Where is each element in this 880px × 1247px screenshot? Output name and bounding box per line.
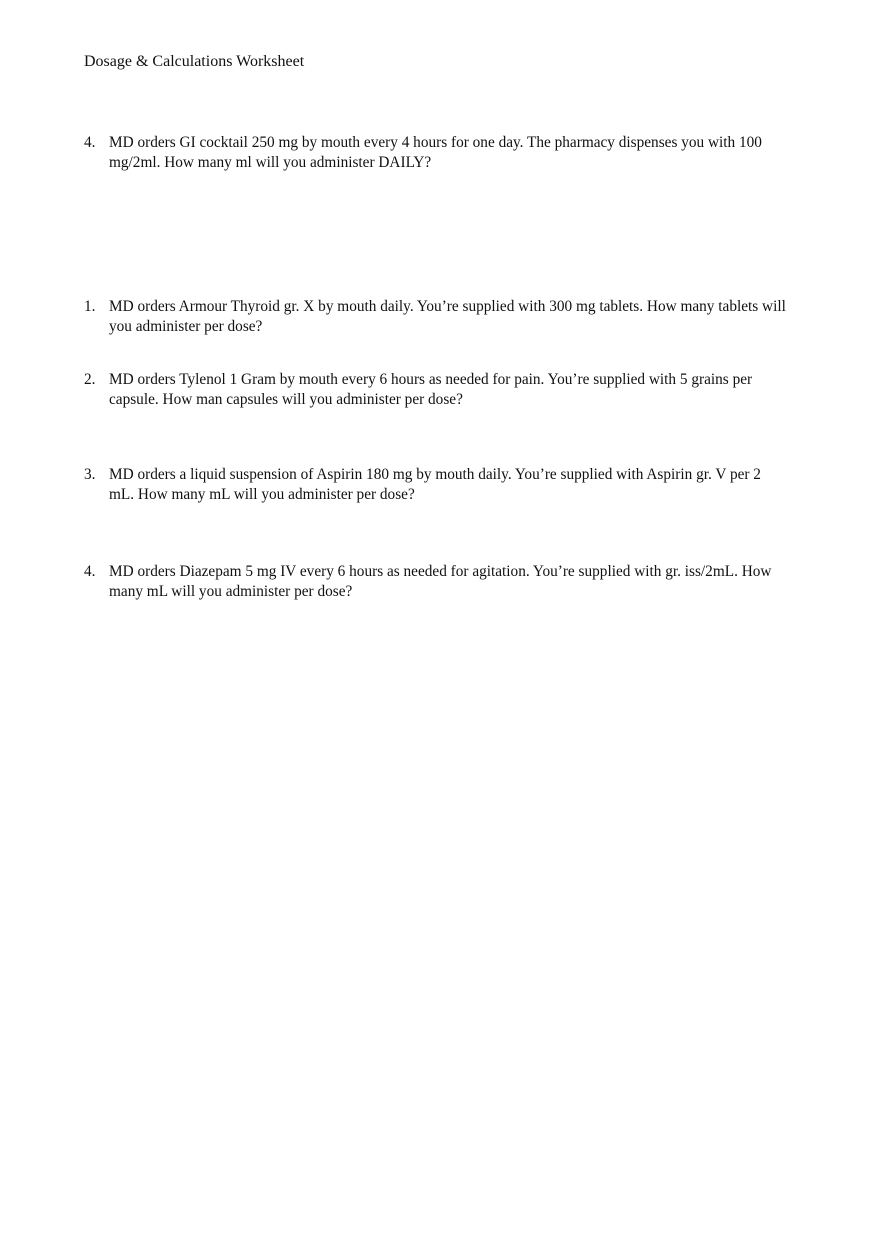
- question-number: 4.: [84, 563, 96, 580]
- question-text-line: MD orders Tylenol 1 Gram by mouth every 6 hours as needed for pain. You’re supplied with 5 grains per: [109, 371, 753, 388]
- question-item: [84, 465, 761, 505]
- question-text-line: MD orders Armour Thyroid gr. X by mouth daily. You’re supplied with 300 mg tablets. How many tablets will: [109, 298, 786, 315]
- question-text-line: MD orders Diazepam 5 mg IV every 6 hours as needed for agitation. You’re supplied with gr. iss/2mL. How: [109, 563, 772, 580]
- question-number: 2.: [84, 371, 96, 388]
- question-item: [84, 297, 786, 337]
- page-title: Dosage & Calculations Worksheet: [84, 53, 305, 70]
- question-text-line: mL. How many mL will you administer per dose?: [109, 486, 415, 503]
- question-item: [84, 133, 762, 173]
- question-text-line: MD orders GI cocktail 250 mg by mouth every 4 hours for one day. The pharmacy dispenses you with 100: [109, 134, 762, 151]
- question-item: [84, 370, 752, 410]
- question-number: 4.: [84, 134, 96, 151]
- question-text-line: MD orders a liquid suspension of Aspirin 180 mg by mouth daily. You’re supplied with Aspirin gr. V per 2: [109, 466, 761, 483]
- question-item: [84, 562, 771, 602]
- question-number: 1.: [84, 298, 96, 315]
- question-text-line: many mL will you administer per dose?: [109, 583, 353, 600]
- question-number: 3.: [84, 466, 96, 483]
- question-text-line: mg/2ml. How many ml will you administer DAILY?: [109, 154, 432, 171]
- question-text-line: capsule. How man capsules will you administer per dose?: [109, 391, 463, 408]
- question-text-line: you administer per dose?: [109, 318, 263, 335]
